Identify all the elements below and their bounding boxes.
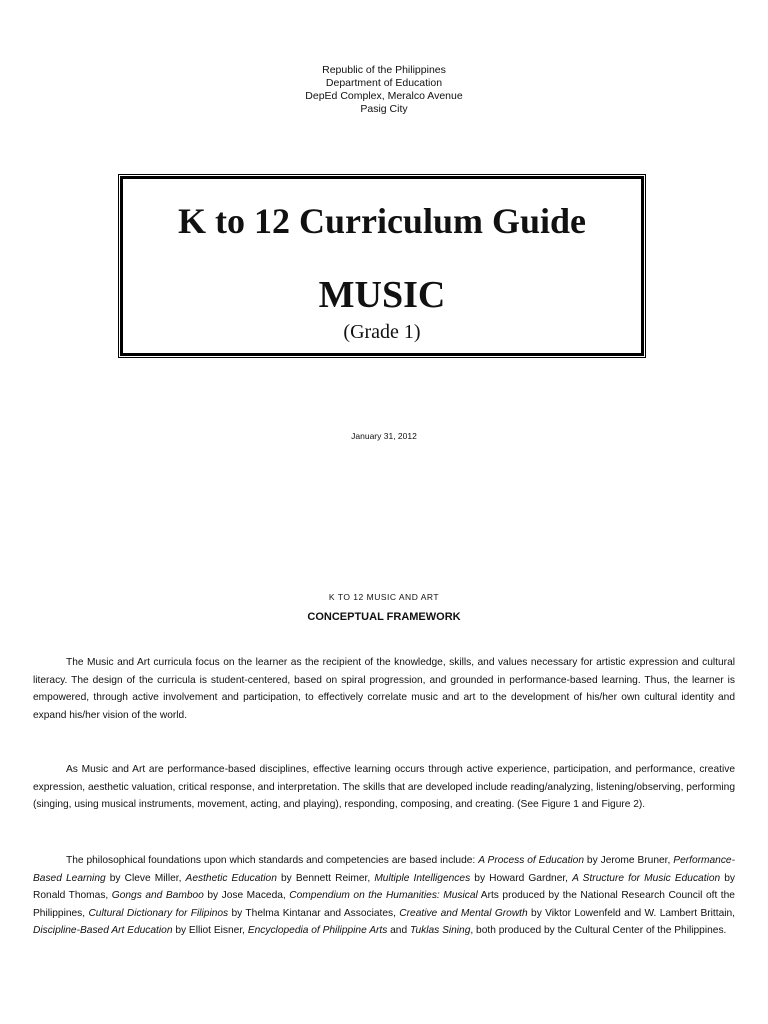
paragraph-3-text: The philosophical foundations upon which standards and competencies are based include: (66, 855, 479, 866)
reference-title: Compendium on the Humanities: Musical (289, 890, 478, 901)
letterhead-city: Pasig City (360, 103, 408, 115)
paragraph-3-text: by Viktor Lowenfeld and W. Lambert Brittain, (527, 907, 735, 919)
grade-label: (Grade 1) (343, 321, 421, 343)
reference-title: Cultural Dictionary for Filipinos (88, 907, 229, 919)
paragraph-3-text: by Jerome Bruner, (584, 855, 674, 866)
paragraph-1: The Music and Art curricula focus on the learner as the recipient of the knowledge, skills, and values necessary for artistic expression and cultural literacy. The design of the curricula is student-centered, based on spiral progression, and grounded in performance-based learning. Thus, the learner is empowered, through active involvement and participation, to effectively correlate music and art to the development of his/her own cultural identity and expand his/her vision of the world. (33, 657, 735, 721)
document-date: January 31, 2012 (351, 431, 417, 441)
title-box (120, 176, 644, 356)
letterhead-country: Republic of the Philippines (322, 64, 446, 76)
paragraph-3-text: by Bennett Reimer, (276, 872, 375, 884)
paragraph-3 (33, 852, 735, 940)
paragraph-3-text: by Thelma Kintanar and Associates, (228, 907, 400, 919)
reference-title: A Process of Education (478, 855, 584, 866)
section-kicker: K TO 12 MUSIC AND ART (328, 592, 440, 602)
reference-title: Aesthetic Education (185, 872, 277, 884)
reference-title: Gongs and Bamboo (111, 890, 204, 901)
paragraph-3-text: , both produced by the Cultural Center of the Philippines. (470, 925, 727, 936)
paragraph-2: As Music and Art are performance-based disciplines, effective learning occurs through active experience, participation, and performance, creative expression, aesthetic valuation, critical response, and interpretation. The skills that are developed include reading/analyzing, listening/observing, performing (singing, using musical instruments, movement, acting, and playing), responding, composing, and creating. (See Figure 1 and Figure 2). (33, 764, 735, 810)
letterhead (0, 64, 768, 116)
reference-title: A Structure for Music Education (572, 872, 721, 884)
paragraph-3-text: by Howard Gardner, (470, 872, 573, 884)
paragraph-3-text: Arts produced by the National Research Council oft the Philippines, (33, 890, 735, 919)
subject-title: MUSIC (318, 274, 446, 316)
paragraph-3-text: and (387, 925, 410, 936)
reference-title: Multiple Intelligences (374, 872, 471, 884)
reference-title: Tuklas Sining (409, 925, 471, 936)
reference-title: Discipline-Based Art Education (33, 925, 173, 936)
reference-title: Creative and Mental Growth (399, 907, 528, 919)
reference-title: Encyclopedia of Philippine Arts (247, 925, 388, 936)
paragraph-3-text: by Elliot Eisner, (172, 925, 248, 936)
paragraph-3-text: by Ronald Thomas, (33, 872, 736, 901)
section-title: CONCEPTUAL FRAMEWORK (307, 611, 461, 623)
document-title: K to 12 Curriculum Guide (177, 201, 586, 241)
reference-title: Performance-Based Learning (33, 855, 735, 884)
letterhead-address: DepEd Complex, Meralco Avenue (305, 90, 463, 102)
paragraph-3-text: by Jose Maceda, (203, 890, 290, 901)
paragraph-3-text: by Cleve Miller, (105, 872, 186, 884)
letterhead-department: Department of Education (325, 77, 443, 89)
